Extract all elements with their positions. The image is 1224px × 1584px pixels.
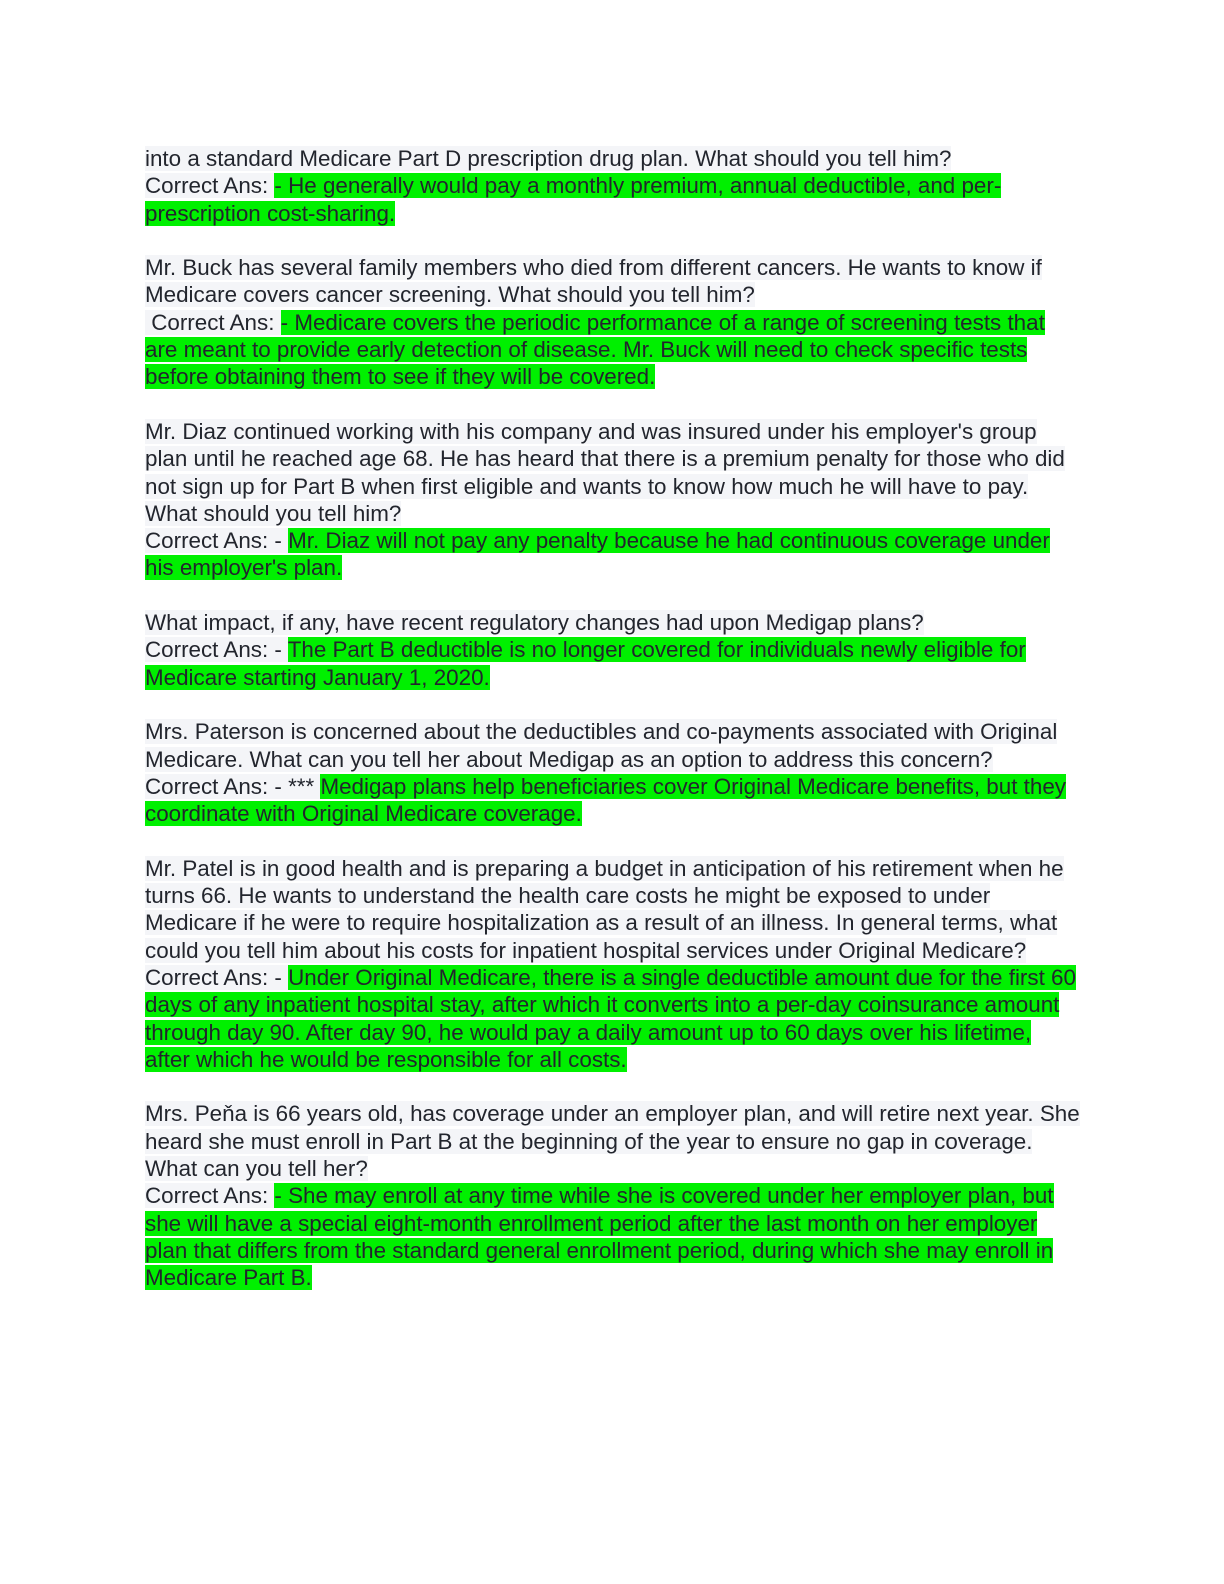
document-page (145, 145, 1080, 1319)
qa-block-medigap-changes (145, 609, 1080, 691)
answer-line (145, 172, 1080, 227)
qa-block-buck (145, 254, 1080, 390)
answer-prefix: Correct Ans: (145, 1183, 275, 1209)
highlighted-answer: Mr. Diaz will not pay any penalty because he had continuous coverage under his employer's plan. (145, 528, 1050, 581)
highlighted-answer: The Part B deductible is no longer covered for individuals newly eligible for Medicare starting January 1, 2020. (145, 637, 1026, 690)
question-text: Mrs. Paterson is concerned about the deductibles and co-payments associated with Original Medicare. What can you tell her about Medigap as an option to address this concern? (145, 719, 1058, 772)
answer-prefix: Correct Ans: - (145, 964, 289, 990)
answer-line (145, 964, 1080, 1073)
answer-prefix: Correct Ans: (145, 173, 275, 199)
highlighted-answer: - She may enroll at any time while she is covered under her employer plan, but she will have a special eight-month enrollment period after the last month on her employer plan that differs from the standard general enrollment period, during which she may enroll in Medicare Part B. (145, 1183, 1054, 1291)
answer-prefix: Correct Ans: (145, 309, 281, 335)
highlighted-answer: Medigap plans help beneficiaries cover Original Medicare benefits, but they coordinate with Original Medicare coverage. (145, 773, 1066, 827)
qa-block-part-d (145, 145, 1080, 227)
answer-line (145, 1182, 1080, 1291)
question-text: Mr. Patel is in good health and is preparing a budget in anticipation of his retirement when he turns 66. He wants to understand the health care costs he might be exposed to under Medicare if he were to require hospitalization as a result of an illness. In general terms, what could you tell him about his costs for inpatient hospital services under Original Medicare? (145, 855, 1064, 963)
qa-block-patel (145, 855, 1080, 1073)
answer-line (145, 636, 1080, 691)
qa-block-paterson (145, 718, 1080, 827)
answer-line (145, 309, 1080, 391)
question-text: Mr. Buck has several family members who died from different cancers. He wants to know if Medicare covers cancer screening. What should you tell him? (145, 255, 1042, 308)
answer-line (145, 527, 1080, 582)
answer-prefix: Correct Ans: - (145, 528, 289, 554)
question-text: into a standard Medicare Part D prescription drug plan. What should you tell him? (145, 146, 952, 171)
qa-block-pena (145, 1100, 1080, 1291)
answer-prefix: Correct Ans: - (145, 637, 288, 663)
highlighted-answer: Under Original Medicare, there is a single deductible amount due for the first 60 days of any inpatient hospital stay, after which it converts into a per-day coinsurance amount through day 90. After day 90, he would pay a daily amount up to 60 days over his lifetime, after which he would be responsible for all costs. (145, 964, 1076, 1072)
answer-line (145, 773, 1080, 828)
highlighted-answer: - He generally would pay a monthly premium, annual deductible, and per-prescription cost-sharing. (145, 173, 1002, 226)
question-text: What impact, if any, have recent regulatory changes had upon Medigap plans? (145, 610, 924, 636)
highlighted-answer: - Medicare covers the periodic performance of a range of screening tests that are meant to provide early detection of disease. Mr. Buck will need to check specific tests before obtaining them to see if they will be covered. (145, 309, 1045, 390)
question-text: Mr. Diaz continued working with his company and was insured under his employer's group plan until he reached age 68. He has heard that there is a premium penalty for those who did not sign up for Part B when first eligible and wants to know how much he will have to pay. What should you tell him? (145, 418, 1065, 526)
qa-block-diaz (145, 418, 1080, 582)
question-text: Mrs. Peňa is 66 years old, has coverage under an employer plan, and will retire next year. She heard she must enroll in Part B at the beginning of the year to ensure no gap in coverage. What can you tell her? (145, 1101, 1080, 1181)
answer-prefix: Correct Ans: - *** (145, 773, 321, 799)
